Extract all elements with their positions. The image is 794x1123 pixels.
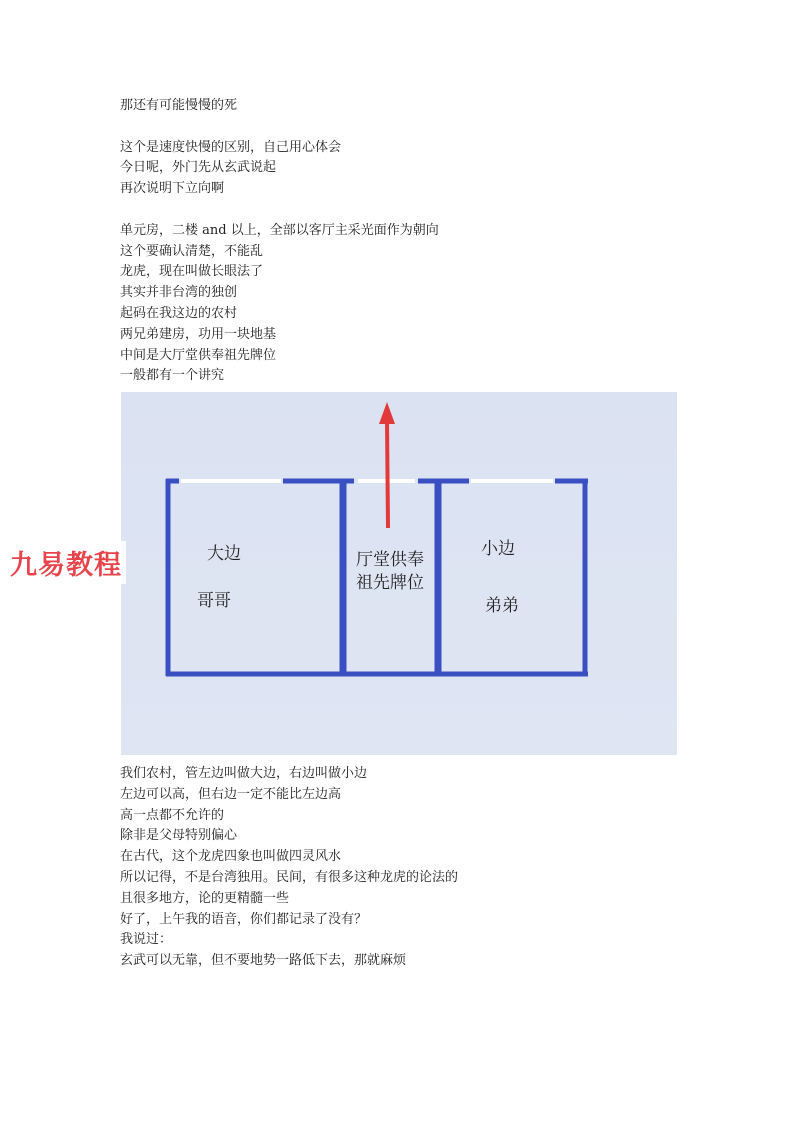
arrow-head [379, 402, 395, 424]
middle-room-label-line1: 厅堂供奉 [356, 550, 424, 570]
text-line: 我们农村，管左边叫做大边，右边叫做小边 [120, 766, 368, 781]
text-line: 龙虎，现在叫做长眼法了 [120, 264, 264, 280]
text-line: 起码在我这边的农村 [120, 305, 238, 321]
left-room-label: 大边 [207, 544, 241, 564]
right-room-label: 小边 [481, 539, 515, 559]
text-line: 再次说明下立向啊 [120, 181, 225, 197]
watermark-logo: 九易教程 [6, 541, 126, 584]
text-line: 高一点都不允许的 [120, 807, 225, 823]
text-block-top [120, 96, 439, 387]
text-line: 中间是大厅堂供奉祖先牌位 [120, 347, 277, 363]
left-room-sub: 哥哥 [197, 591, 231, 611]
text-line: 在古代，这个龙虎四象也叫做四灵风水 [120, 849, 342, 865]
text-line: 一般都有一个讲究 [120, 368, 225, 384]
right-room-sub: 弟弟 [485, 596, 519, 616]
text-line: 我说过： [120, 932, 173, 948]
text-line: 且很多地方，论的更精髓一些 [120, 890, 290, 906]
text-line: 两兄弟建房，功用一块地基 [120, 326, 277, 342]
text-line: 今日呢，外门先从玄武说起 [120, 160, 277, 176]
text-block-bottom [120, 764, 458, 972]
arrow-shaft [387, 420, 388, 528]
facing-arrow [379, 402, 395, 528]
text-line: 单元房，二楼 and 以上，全部以客厅主采光面作为朝向 [120, 222, 439, 238]
text-line: 左边可以高，但右边一定不能比左边高 [120, 786, 342, 802]
text-line: 这个要确认清楚，不能乱 [120, 243, 264, 259]
text-line: 玄武可以无靠，但不要地势一路低下去，那就麻烦 [120, 953, 407, 969]
text-line: 所以记得，不是台湾独用。民间，有很多这种龙虎的论法的 [120, 869, 459, 885]
blank-line [120, 117, 439, 138]
floor-plan-diagram [121, 392, 677, 755]
middle-room-label-line2: 祖先牌位 [356, 573, 424, 593]
text-line: 其实并非台湾的独创 [120, 285, 238, 301]
blank-line [120, 200, 439, 221]
text-line: 除非是父母特别偏心 [120, 828, 238, 844]
text-line: 那还有可能慢慢的死 [120, 98, 238, 113]
text-line: 这个是速度快慢的区别，自己用心体会 [120, 139, 342, 155]
text-line: 好了，上午我的语音，你们都记录了没有？ [120, 911, 368, 927]
